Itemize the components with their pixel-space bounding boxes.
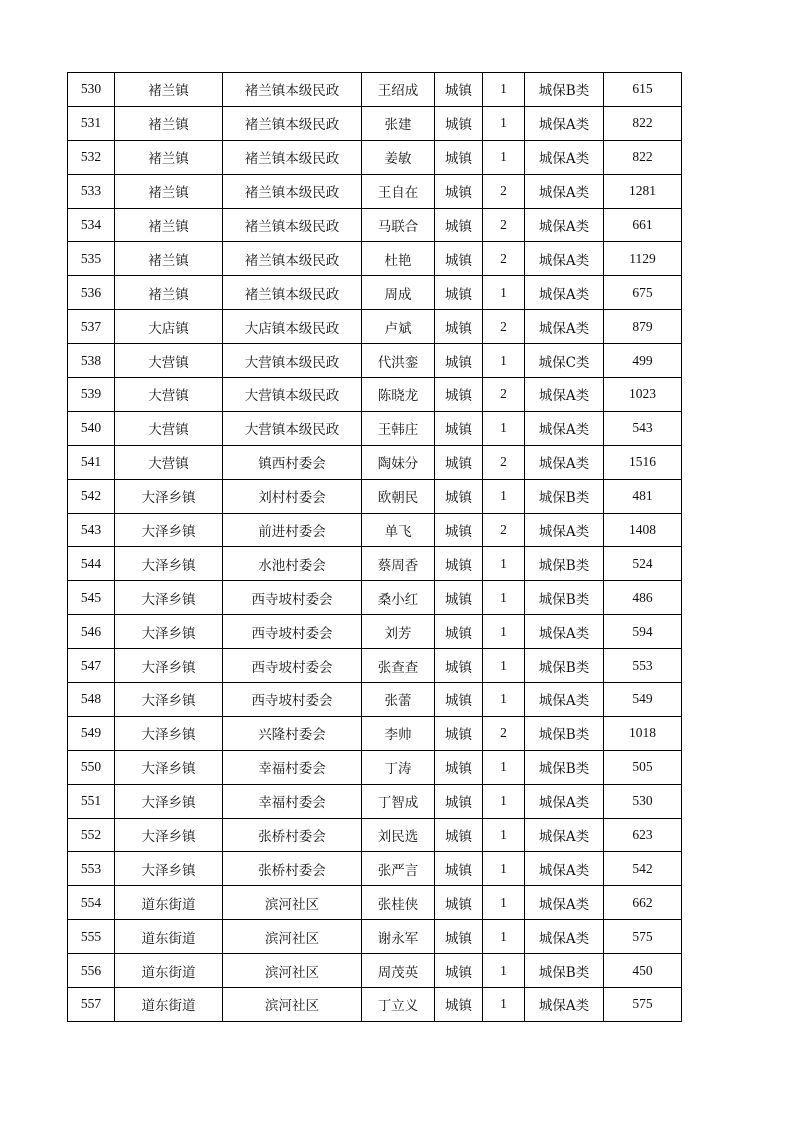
cell-unit: 张桥村委会 xyxy=(223,818,362,852)
cell-row-number: 545 xyxy=(68,581,115,615)
cell-category: 城保A类 xyxy=(525,174,604,208)
cell-row-number: 554 xyxy=(68,886,115,920)
cell-township: 大营镇 xyxy=(115,411,223,445)
cell-area-type: 城镇 xyxy=(435,411,483,445)
table-row xyxy=(68,683,682,717)
cell-area-type: 城镇 xyxy=(435,750,483,784)
cell-category: 城保A类 xyxy=(525,310,604,344)
cell-category: 城保B类 xyxy=(525,750,604,784)
table-row xyxy=(68,615,682,649)
cell-township: 大泽乡镇 xyxy=(115,479,223,513)
cell-area-type: 城镇 xyxy=(435,140,483,174)
cell-area-type: 城镇 xyxy=(435,547,483,581)
cell-area-type: 城镇 xyxy=(435,988,483,1022)
cell-area-type: 城镇 xyxy=(435,242,483,276)
cell-unit: 幸福村委会 xyxy=(223,784,362,818)
table-row xyxy=(68,310,682,344)
table-row xyxy=(68,276,682,310)
cell-category: 城保C类 xyxy=(525,344,604,378)
cell-amount: 879 xyxy=(604,310,682,344)
cell-name: 陈晓龙 xyxy=(362,378,435,412)
cell-name: 张蕾 xyxy=(362,683,435,717)
cell-category: 城保A类 xyxy=(525,988,604,1022)
cell-unit: 西寺坡村委会 xyxy=(223,683,362,717)
roster-table xyxy=(67,72,682,1022)
cell-amount: 1018 xyxy=(604,716,682,750)
cell-household-size: 1 xyxy=(483,784,525,818)
cell-category: 城保A类 xyxy=(525,683,604,717)
cell-category: 城保A类 xyxy=(525,513,604,547)
cell-township: 褚兰镇 xyxy=(115,73,223,107)
cell-area-type: 城镇 xyxy=(435,649,483,683)
cell-amount: 499 xyxy=(604,344,682,378)
cell-area-type: 城镇 xyxy=(435,445,483,479)
table-row xyxy=(68,208,682,242)
cell-amount: 822 xyxy=(604,106,682,140)
table-row xyxy=(68,411,682,445)
cell-category: 城保B类 xyxy=(525,547,604,581)
cell-township: 大泽乡镇 xyxy=(115,818,223,852)
cell-row-number: 548 xyxy=(68,683,115,717)
cell-household-size: 2 xyxy=(483,242,525,276)
cell-category: 城保B类 xyxy=(525,649,604,683)
cell-unit: 褚兰镇本级民政 xyxy=(223,106,362,140)
cell-amount: 675 xyxy=(604,276,682,310)
cell-amount: 486 xyxy=(604,581,682,615)
cell-name: 谢永军 xyxy=(362,920,435,954)
cell-name: 桑小红 xyxy=(362,581,435,615)
cell-unit: 西寺坡村委会 xyxy=(223,581,362,615)
cell-name: 张建 xyxy=(362,106,435,140)
cell-amount: 575 xyxy=(604,988,682,1022)
cell-row-number: 557 xyxy=(68,988,115,1022)
cell-name: 李帅 xyxy=(362,716,435,750)
cell-household-size: 1 xyxy=(483,106,525,140)
cell-category: 城保B类 xyxy=(525,73,604,107)
cell-unit: 大店镇本级民政 xyxy=(223,310,362,344)
cell-amount: 594 xyxy=(604,615,682,649)
cell-township: 道东街道 xyxy=(115,954,223,988)
cell-row-number: 556 xyxy=(68,954,115,988)
cell-household-size: 1 xyxy=(483,920,525,954)
cell-household-size: 2 xyxy=(483,445,525,479)
cell-area-type: 城镇 xyxy=(435,818,483,852)
cell-amount: 505 xyxy=(604,750,682,784)
cell-category: 城保A类 xyxy=(525,886,604,920)
cell-amount: 1408 xyxy=(604,513,682,547)
cell-row-number: 549 xyxy=(68,716,115,750)
cell-area-type: 城镇 xyxy=(435,716,483,750)
cell-household-size: 2 xyxy=(483,378,525,412)
cell-amount: 524 xyxy=(604,547,682,581)
cell-category: 城保B类 xyxy=(525,716,604,750)
cell-amount: 549 xyxy=(604,683,682,717)
cell-household-size: 1 xyxy=(483,750,525,784)
cell-area-type: 城镇 xyxy=(435,73,483,107)
cell-township: 大泽乡镇 xyxy=(115,513,223,547)
cell-row-number: 538 xyxy=(68,344,115,378)
table-row xyxy=(68,479,682,513)
cell-amount: 530 xyxy=(604,784,682,818)
cell-household-size: 2 xyxy=(483,208,525,242)
cell-township: 大泽乡镇 xyxy=(115,581,223,615)
cell-amount: 1023 xyxy=(604,378,682,412)
cell-amount: 615 xyxy=(604,73,682,107)
cell-unit: 水池村委会 xyxy=(223,547,362,581)
cell-category: 城保B类 xyxy=(525,479,604,513)
cell-amount: 1129 xyxy=(604,242,682,276)
cell-township: 大营镇 xyxy=(115,378,223,412)
cell-category: 城保A类 xyxy=(525,445,604,479)
cell-category: 城保A类 xyxy=(525,140,604,174)
cell-township: 大泽乡镇 xyxy=(115,547,223,581)
table-row xyxy=(68,547,682,581)
cell-amount: 575 xyxy=(604,920,682,954)
table-row xyxy=(68,73,682,107)
cell-category: 城保A类 xyxy=(525,378,604,412)
cell-row-number: 546 xyxy=(68,615,115,649)
cell-category: 城保B类 xyxy=(525,954,604,988)
cell-row-number: 533 xyxy=(68,174,115,208)
cell-township: 褚兰镇 xyxy=(115,140,223,174)
cell-row-number: 535 xyxy=(68,242,115,276)
cell-amount: 623 xyxy=(604,818,682,852)
cell-category: 城保A类 xyxy=(525,615,604,649)
cell-township: 道东街道 xyxy=(115,988,223,1022)
cell-category: 城保B类 xyxy=(525,581,604,615)
cell-row-number: 539 xyxy=(68,378,115,412)
cell-name: 王韩庄 xyxy=(362,411,435,445)
cell-township: 褚兰镇 xyxy=(115,242,223,276)
cell-household-size: 1 xyxy=(483,683,525,717)
cell-category: 城保A类 xyxy=(525,106,604,140)
cell-row-number: 552 xyxy=(68,818,115,852)
table-row xyxy=(68,106,682,140)
cell-unit: 前进村委会 xyxy=(223,513,362,547)
cell-township: 大营镇 xyxy=(115,445,223,479)
cell-area-type: 城镇 xyxy=(435,174,483,208)
cell-category: 城保A类 xyxy=(525,276,604,310)
cell-household-size: 1 xyxy=(483,954,525,988)
table-row xyxy=(68,818,682,852)
cell-unit: 刘村村委会 xyxy=(223,479,362,513)
cell-amount: 450 xyxy=(604,954,682,988)
cell-township: 道东街道 xyxy=(115,886,223,920)
cell-row-number: 542 xyxy=(68,479,115,513)
cell-unit: 褚兰镇本级民政 xyxy=(223,208,362,242)
cell-area-type: 城镇 xyxy=(435,581,483,615)
table-row xyxy=(68,988,682,1022)
cell-category: 城保A类 xyxy=(525,242,604,276)
cell-area-type: 城镇 xyxy=(435,276,483,310)
cell-household-size: 2 xyxy=(483,513,525,547)
cell-category: 城保A类 xyxy=(525,920,604,954)
cell-name: 单飞 xyxy=(362,513,435,547)
cell-unit: 褚兰镇本级民政 xyxy=(223,242,362,276)
cell-area-type: 城镇 xyxy=(435,683,483,717)
cell-name: 张严言 xyxy=(362,852,435,886)
cell-township: 褚兰镇 xyxy=(115,174,223,208)
cell-household-size: 1 xyxy=(483,479,525,513)
cell-row-number: 543 xyxy=(68,513,115,547)
cell-category: 城保A类 xyxy=(525,411,604,445)
cell-amount: 1516 xyxy=(604,445,682,479)
cell-row-number: 550 xyxy=(68,750,115,784)
cell-unit: 褚兰镇本级民政 xyxy=(223,73,362,107)
table-row xyxy=(68,649,682,683)
cell-category: 城保A类 xyxy=(525,852,604,886)
cell-name: 蔡周香 xyxy=(362,547,435,581)
cell-area-type: 城镇 xyxy=(435,852,483,886)
cell-category: 城保A类 xyxy=(525,208,604,242)
cell-household-size: 1 xyxy=(483,615,525,649)
cell-unit: 滨河社区 xyxy=(223,954,362,988)
cell-name: 王绍成 xyxy=(362,73,435,107)
cell-township: 大泽乡镇 xyxy=(115,649,223,683)
cell-name: 马联合 xyxy=(362,208,435,242)
cell-unit: 西寺坡村委会 xyxy=(223,649,362,683)
cell-name: 卢斌 xyxy=(362,310,435,344)
cell-name: 陶妹分 xyxy=(362,445,435,479)
cell-area-type: 城镇 xyxy=(435,106,483,140)
cell-household-size: 1 xyxy=(483,344,525,378)
cell-township: 大泽乡镇 xyxy=(115,750,223,784)
cell-row-number: 547 xyxy=(68,649,115,683)
cell-amount: 542 xyxy=(604,852,682,886)
cell-name: 周茂英 xyxy=(362,954,435,988)
cell-row-number: 555 xyxy=(68,920,115,954)
cell-area-type: 城镇 xyxy=(435,344,483,378)
table-row xyxy=(68,716,682,750)
cell-unit: 滨河社区 xyxy=(223,920,362,954)
cell-row-number: 541 xyxy=(68,445,115,479)
cell-unit: 西寺坡村委会 xyxy=(223,615,362,649)
table-row xyxy=(68,784,682,818)
cell-area-type: 城镇 xyxy=(435,920,483,954)
cell-township: 大泽乡镇 xyxy=(115,852,223,886)
cell-row-number: 540 xyxy=(68,411,115,445)
cell-unit: 滨河社区 xyxy=(223,988,362,1022)
cell-household-size: 1 xyxy=(483,276,525,310)
cell-township: 大店镇 xyxy=(115,310,223,344)
cell-household-size: 1 xyxy=(483,852,525,886)
cell-household-size: 1 xyxy=(483,886,525,920)
table-row xyxy=(68,920,682,954)
table-row xyxy=(68,581,682,615)
cell-name: 张桂侠 xyxy=(362,886,435,920)
table-row xyxy=(68,140,682,174)
cell-unit: 褚兰镇本级民政 xyxy=(223,140,362,174)
table-row xyxy=(68,954,682,988)
cell-area-type: 城镇 xyxy=(435,784,483,818)
cell-category: 城保A类 xyxy=(525,784,604,818)
cell-area-type: 城镇 xyxy=(435,310,483,344)
cell-township: 褚兰镇 xyxy=(115,106,223,140)
table-row xyxy=(68,242,682,276)
cell-household-size: 2 xyxy=(483,310,525,344)
cell-unit: 张桥村委会 xyxy=(223,852,362,886)
cell-unit: 褚兰镇本级民政 xyxy=(223,174,362,208)
cell-amount: 822 xyxy=(604,140,682,174)
cell-amount: 481 xyxy=(604,479,682,513)
cell-township: 褚兰镇 xyxy=(115,208,223,242)
cell-household-size: 1 xyxy=(483,818,525,852)
cell-row-number: 536 xyxy=(68,276,115,310)
table-row xyxy=(68,886,682,920)
cell-name: 杜艳 xyxy=(362,242,435,276)
cell-name: 丁涛 xyxy=(362,750,435,784)
cell-township: 道东街道 xyxy=(115,920,223,954)
cell-row-number: 531 xyxy=(68,106,115,140)
table-row xyxy=(68,344,682,378)
cell-name: 欧朝民 xyxy=(362,479,435,513)
cell-name: 周成 xyxy=(362,276,435,310)
cell-amount: 661 xyxy=(604,208,682,242)
cell-household-size: 1 xyxy=(483,547,525,581)
cell-row-number: 544 xyxy=(68,547,115,581)
cell-area-type: 城镇 xyxy=(435,954,483,988)
roster-body xyxy=(68,73,682,1022)
table-row xyxy=(68,174,682,208)
table-row xyxy=(68,750,682,784)
cell-unit: 兴隆村委会 xyxy=(223,716,362,750)
cell-household-size: 1 xyxy=(483,988,525,1022)
cell-name: 丁智成 xyxy=(362,784,435,818)
cell-unit: 镇西村委会 xyxy=(223,445,362,479)
cell-unit: 滨河社区 xyxy=(223,886,362,920)
cell-amount: 543 xyxy=(604,411,682,445)
table-row xyxy=(68,445,682,479)
cell-name: 刘民选 xyxy=(362,818,435,852)
cell-unit: 幸福村委会 xyxy=(223,750,362,784)
cell-area-type: 城镇 xyxy=(435,378,483,412)
cell-name: 丁立义 xyxy=(362,988,435,1022)
cell-name: 刘芳 xyxy=(362,615,435,649)
cell-household-size: 1 xyxy=(483,73,525,107)
cell-unit: 褚兰镇本级民政 xyxy=(223,276,362,310)
table-row xyxy=(68,513,682,547)
cell-row-number: 551 xyxy=(68,784,115,818)
table-row xyxy=(68,378,682,412)
cell-area-type: 城镇 xyxy=(435,479,483,513)
cell-row-number: 530 xyxy=(68,73,115,107)
cell-township: 大泽乡镇 xyxy=(115,683,223,717)
cell-name: 王自在 xyxy=(362,174,435,208)
cell-row-number: 553 xyxy=(68,852,115,886)
cell-name: 张查查 xyxy=(362,649,435,683)
cell-category: 城保A类 xyxy=(525,818,604,852)
cell-row-number: 534 xyxy=(68,208,115,242)
cell-township: 大泽乡镇 xyxy=(115,784,223,818)
cell-township: 大营镇 xyxy=(115,344,223,378)
cell-township: 褚兰镇 xyxy=(115,276,223,310)
cell-area-type: 城镇 xyxy=(435,208,483,242)
cell-unit: 大营镇本级民政 xyxy=(223,378,362,412)
cell-unit: 大营镇本级民政 xyxy=(223,344,362,378)
cell-household-size: 2 xyxy=(483,716,525,750)
cell-row-number: 537 xyxy=(68,310,115,344)
cell-household-size: 1 xyxy=(483,649,525,683)
cell-household-size: 1 xyxy=(483,411,525,445)
cell-row-number: 532 xyxy=(68,140,115,174)
cell-unit: 大营镇本级民政 xyxy=(223,411,362,445)
cell-name: 姜敏 xyxy=(362,140,435,174)
table-row xyxy=(68,852,682,886)
cell-household-size: 1 xyxy=(483,140,525,174)
cell-household-size: 1 xyxy=(483,581,525,615)
cell-name: 代洪銮 xyxy=(362,344,435,378)
cell-household-size: 2 xyxy=(483,174,525,208)
cell-amount: 662 xyxy=(604,886,682,920)
cell-township: 大泽乡镇 xyxy=(115,716,223,750)
cell-area-type: 城镇 xyxy=(435,513,483,547)
cell-area-type: 城镇 xyxy=(435,615,483,649)
cell-township: 大泽乡镇 xyxy=(115,615,223,649)
cell-amount: 553 xyxy=(604,649,682,683)
cell-amount: 1281 xyxy=(604,174,682,208)
cell-area-type: 城镇 xyxy=(435,886,483,920)
